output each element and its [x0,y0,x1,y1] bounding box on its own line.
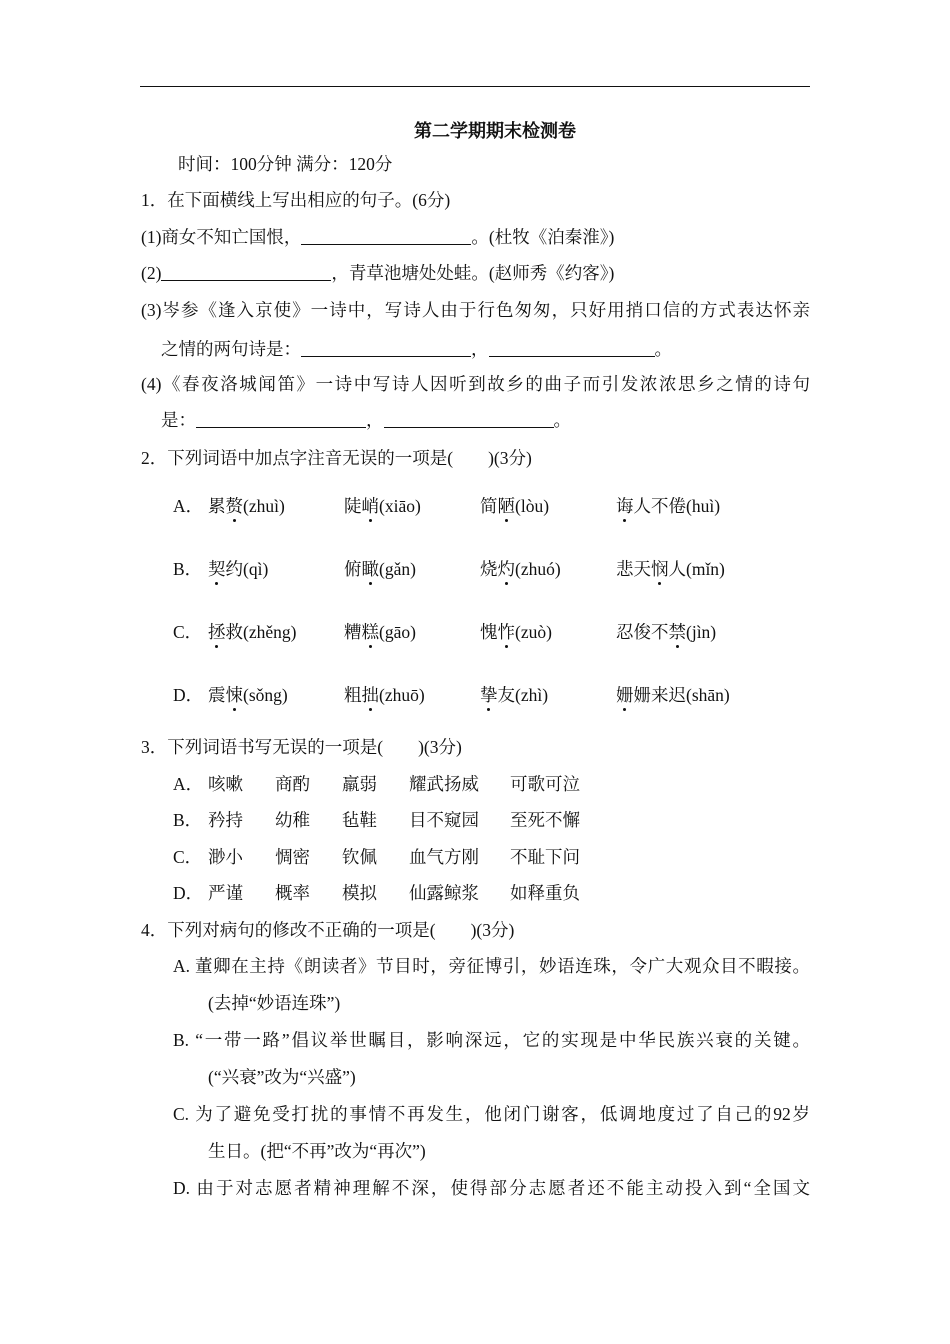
word-3: 简陋(lòu) [480,496,550,516]
word-3: 烧灼(zhuó) [480,559,561,579]
q4-option-c[interactable]: C. 为了避免受打扰的事情不再发生，他闭门谢客，低调地度过了自己的92岁 [173,1104,810,1124]
q1-item-1 [141,225,614,249]
q4-option-a[interactable]: A. 董卿在主持《朗读者》节目时，旁征博引，妙语连珠，令广大观众目不暇接。 [173,956,810,976]
answer-blank[interactable] [489,338,655,357]
q1-item-3-line1: (3)岑参《逢入京使》一诗中，写诗人由于行色匆匆，只好用捎口信的方式表达怀亲 [141,300,810,320]
word: 至死不懈 [510,810,580,830]
q1-item-2-prefix: (2) [141,263,162,283]
word-3: 愧怍(zuò) [480,622,552,642]
word: 渺小 [208,847,243,867]
q1-item-1-prefix: (1)商女不知亡国恨， [141,227,302,247]
comma: ， [471,339,489,359]
word-2: 陡峭(xiāo) [344,496,421,516]
q1-stem: 1．在下面横线上写出相应的句子。(6分) [141,190,451,210]
period: 。 [654,339,672,359]
q1-item-4-lead: 是： [161,410,196,430]
word: 血气方刚 [409,847,479,867]
q4-stem: 4．下列对病句的修改不正确的一项是( )(3分) [141,920,515,940]
word: 如释重负 [510,883,580,903]
word: 严谨 [208,883,243,903]
word: 毡鞋 [342,810,377,830]
word: 耀武扬威 [409,774,479,794]
word-1: 契约(qì) [208,559,269,579]
option-letter: D． [173,685,204,705]
q1-item-2 [141,261,614,285]
word-4: 姗姗来迟(shān) [616,685,730,705]
word: 模拟 [342,883,377,903]
period: 。 [553,410,571,430]
word-2: 粗拙(zhuō) [344,685,425,705]
answer-blank[interactable] [161,262,331,281]
word-4: 诲人不倦(huì) [616,496,721,516]
option-letter: A． [173,496,204,516]
word: 幼稚 [275,810,310,830]
q1-item-3-lead: 之情的两句诗是： [161,339,301,359]
exam-meta: 时间：100分钟 满分：120分 [178,154,393,174]
word-1: 累赘(zhuì) [208,496,285,516]
q4-option-b[interactable]: B. “一带一路”倡议举世瞩目，影响深远，它的实现是中华民族兴衰的关键。 [173,1030,810,1050]
page-title: 第二学期期末检测卷 [414,121,576,141]
word: 咳嗽 [208,774,243,794]
word-2: 俯瞰(gǎn) [344,559,416,579]
option-letter: A． [173,774,204,794]
header-rule [140,86,810,87]
word: 不耻下问 [510,847,580,867]
option-letter: C． [173,622,203,642]
q2-stem: 2．下列词语中加点字注音无误的一项是( )(3分) [141,448,532,468]
q1-item-4-line1: (4)《春夜洛城闻笛》一诗中写诗人因听到故乡的曲子而引发浓浓思乡之情的诗句 [141,374,810,394]
q3-stem: 3．下列词语书写无误的一项是( )(3分) [141,737,462,757]
q1-item-2-suffix: ，青草池塘处处蛙。(赵师秀《约客》) [331,263,615,283]
word: 钦佩 [342,847,377,867]
option-letter: B． [173,810,203,830]
q1-item-4-line2 [161,408,571,432]
word: 仙露鲸浆 [409,883,479,903]
word-4: 忍俊不禁(jìn) [616,622,717,642]
q4-option-a-note: (去掉“妙语连珠”) [208,993,341,1013]
q1-item-3-line2 [161,337,672,361]
q1-item-1-suffix: 。(杜牧《泊秦淮》) [471,227,615,247]
word: 惆密 [275,847,310,867]
option-letter: D． [173,883,204,903]
word-1: 震悚(sǒng) [208,685,288,705]
option-letter: B． [173,559,203,579]
answer-blank[interactable] [384,409,554,428]
word: 羸弱 [342,774,377,794]
word: 商酌 [275,774,310,794]
word: 可歌可泣 [510,774,580,794]
word-2: 糟糕(gāo) [344,622,416,642]
word: 目不窥园 [409,810,479,830]
q4-option-b-note: (“兴衰”改为“兴盛”) [208,1067,356,1087]
word-1: 拯救(zhěng) [208,622,297,642]
answer-blank[interactable] [301,226,471,245]
q4-option-d[interactable]: D. 由于对志愿者精神理解不深，使得部分志愿者还不能主动投入到“全国文 [173,1178,810,1198]
answer-blank[interactable] [196,409,366,428]
word: 矜持 [208,810,243,830]
word-4: 悲天悯人(mǐn) [616,559,725,579]
q4-option-c-note: 生日。(把“不再”改为“再次”) [208,1141,426,1161]
word-3: 挚友(zhì) [480,685,549,705]
comma: ， [366,410,384,430]
word: 概率 [275,883,310,903]
option-letter: C． [173,847,203,867]
answer-blank[interactable] [301,338,471,357]
